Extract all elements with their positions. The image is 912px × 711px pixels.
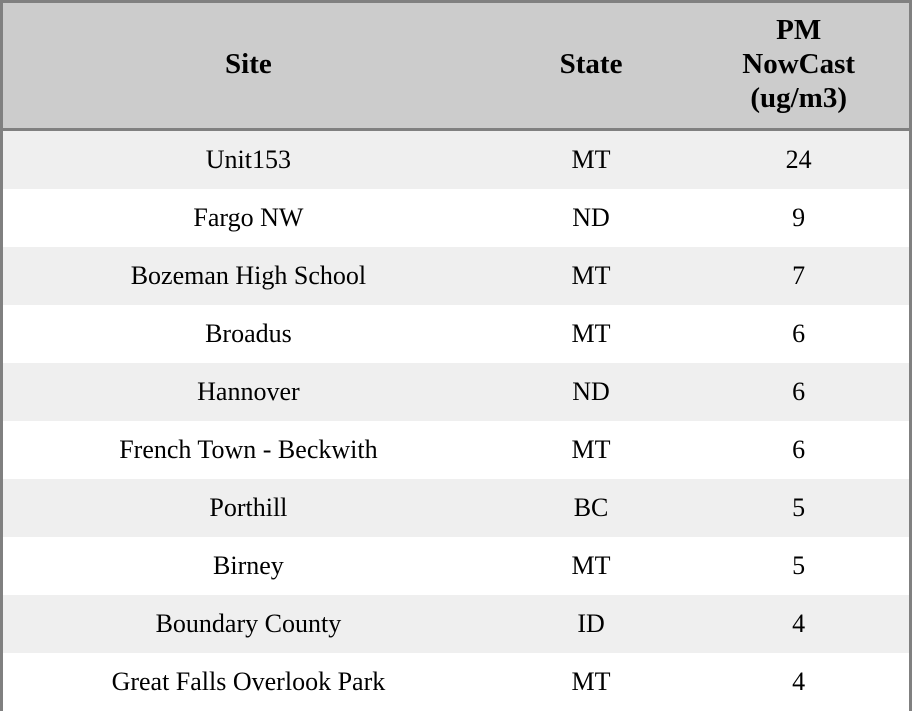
cell-state: MT (571, 550, 611, 580)
cell-site: Boundary County (155, 608, 342, 638)
air-quality-table (3, 3, 909, 711)
cell-state: MT (571, 666, 611, 696)
table-row (3, 189, 909, 247)
cell-state: MT (571, 318, 611, 348)
table-header-row (3, 3, 909, 129)
cell-site: Broadus (205, 318, 292, 348)
cell-pm: 6 (792, 376, 806, 406)
table-header (3, 3, 909, 129)
cell-site: Birney (213, 550, 284, 580)
column-header-pm-line-3: (ug/m3) (750, 82, 847, 115)
cell-state: MT (571, 144, 611, 174)
cell-state: MT (571, 434, 611, 464)
cell-pm: 4 (792, 666, 806, 696)
table-row (3, 537, 909, 595)
table-row (3, 479, 909, 537)
cell-state: MT (571, 260, 611, 290)
cell-state: ND (572, 376, 610, 406)
cell-site: Unit153 (205, 144, 292, 174)
column-header-pm-line-1: PM (776, 14, 822, 46)
cell-pm: 5 (792, 492, 806, 522)
table-row (3, 129, 909, 189)
column-header-site: Site (3, 3, 494, 129)
cell-pm: 5 (792, 550, 806, 580)
cell-pm: 4 (792, 608, 806, 638)
cell-state: ND (572, 202, 610, 232)
cell-state: BC (573, 492, 609, 522)
table-row (3, 653, 909, 711)
table-row (3, 421, 909, 479)
column-header-pm-nowcast (688, 3, 909, 129)
cell-site: Hannover (197, 376, 300, 406)
cell-site: Porthill (209, 492, 288, 522)
table-row (3, 305, 909, 363)
table-row (3, 595, 909, 653)
column-header-state: State (494, 3, 689, 129)
table-body (3, 129, 909, 711)
cell-pm: 9 (792, 202, 806, 232)
cell-pm: 6 (792, 318, 806, 348)
cell-pm: 24 (785, 144, 812, 174)
cell-pm: 7 (792, 260, 806, 290)
table-row (3, 363, 909, 421)
cell-pm: 6 (792, 434, 806, 464)
column-header-pm-line-2: NowCast (742, 48, 856, 81)
cell-site: French Town - Beckwith (119, 434, 378, 464)
cell-site: Great Falls Overlook Park (111, 666, 386, 696)
table-row (3, 247, 909, 305)
cell-state: ID (577, 608, 605, 638)
cell-site: Bozeman High School (130, 260, 367, 290)
cell-site: Fargo NW (193, 202, 304, 232)
